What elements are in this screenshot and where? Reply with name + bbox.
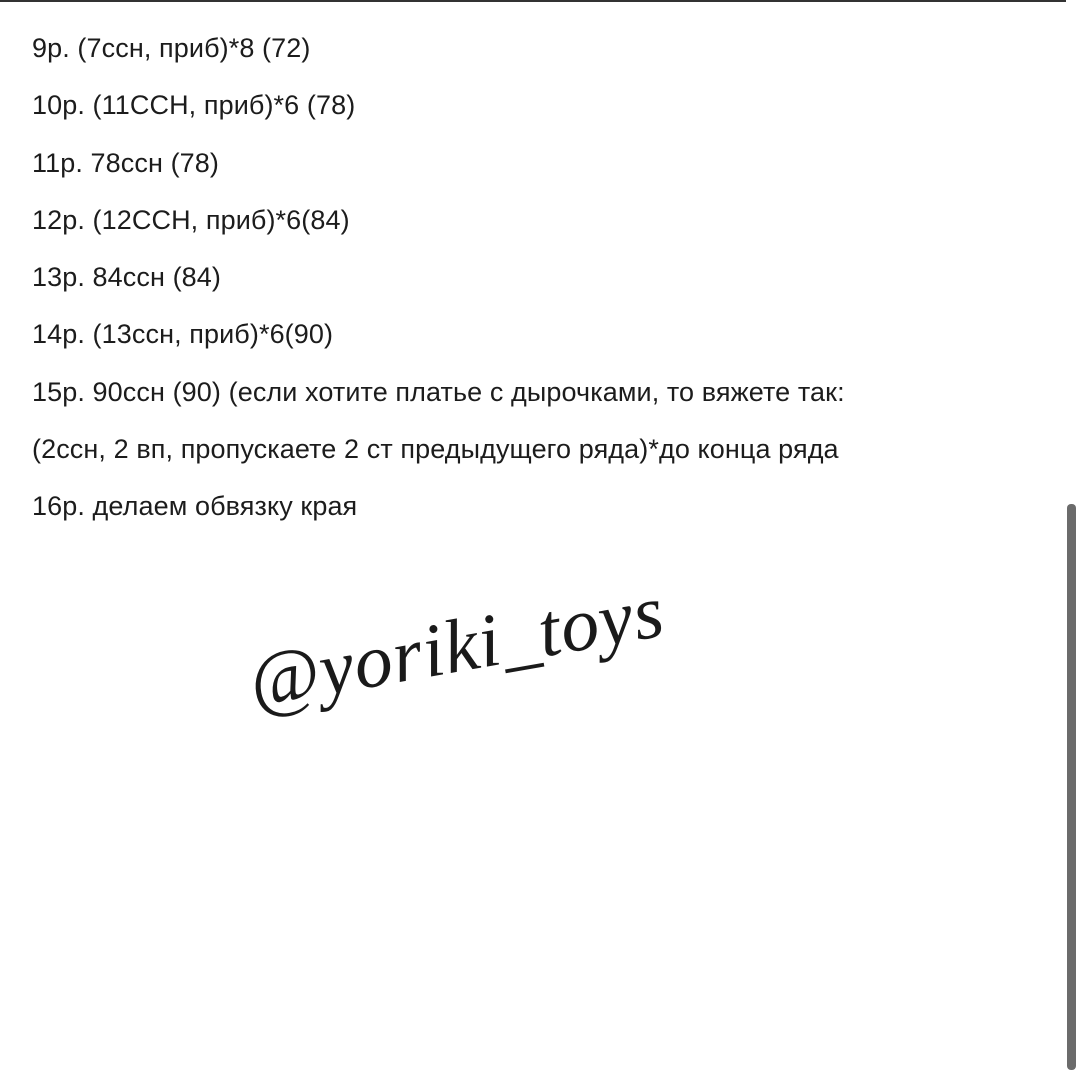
- pattern-line-row-15: 15р. 90ссн (90) (если хотите платье с дырочками, то вяжете так:: [32, 376, 845, 407]
- scrollbar-thumb[interactable]: [1067, 504, 1076, 1070]
- top-divider: [0, 0, 1080, 2]
- pattern-line-row-14: 14р. (13ссн, приб)*6(90): [32, 319, 334, 350]
- scrollbar[interactable]: [1066, 0, 1080, 1080]
- pattern-line-row-11: 11р. 78ссн (78): [32, 147, 220, 178]
- pattern-line-row-13: 13р. 84ссн (84): [32, 262, 222, 293]
- pattern-line-row-15-continued: (2ссн, 2 вп, пропускаете 2 ст предыдущего ряда)*до конца ряда: [32, 434, 839, 465]
- pattern-line-row-10: 10р. (11ССН, приб)*6 (78): [32, 90, 356, 121]
- pattern-line-row-16: 16р. делаем обвязку края: [32, 491, 358, 522]
- pattern-line-row-9: 9р. (7ссн, приб)*8 (72): [32, 33, 311, 63]
- pattern-line-row-12: 12р. (12ССН, приб)*6(84): [32, 204, 350, 235]
- pattern-text: [32, 20, 1042, 536]
- watermark-handle: @yoriki_toys: [242, 568, 671, 725]
